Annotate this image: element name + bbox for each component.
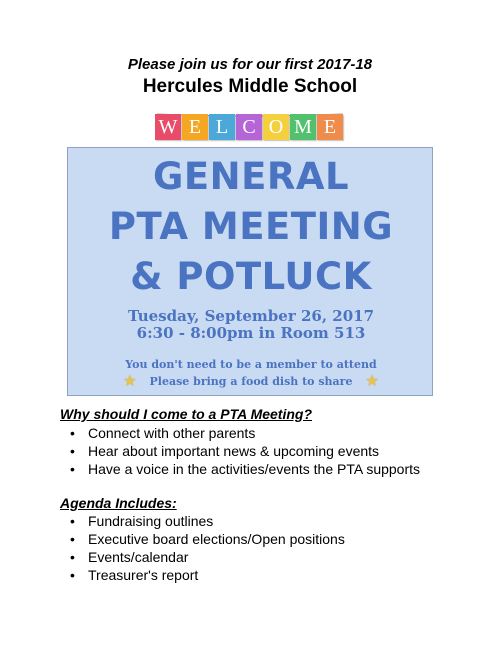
welcome-letter: W (158, 115, 178, 138)
welcome-flag-o (263, 114, 289, 140)
list-item: • Hear about important news & upcoming events (70, 442, 420, 460)
meeting-title-line2: PTA MEETING (108, 205, 394, 248)
member-note: You don't need to be a member to attend (125, 358, 377, 371)
welcome-flag-w (155, 114, 181, 140)
meeting-time: 6:30 - 8:00pm in Room 513 (136, 324, 366, 342)
intro-text: Please join us for our first 2017-18 (127, 56, 373, 73)
list-item: • Connect with other parents (70, 424, 420, 442)
list-item: • Events/calendar (70, 548, 345, 566)
welcome-letter: L (215, 115, 229, 138)
list-item: • Executive board elections/Open positions (70, 530, 345, 548)
meeting-info-box (67, 147, 433, 396)
food-note-text: Please bring a food dish to share (149, 375, 353, 388)
welcome-flag-m (290, 114, 316, 140)
food-note-line (68, 375, 434, 389)
why-list (70, 424, 420, 478)
welcome-letter: C (242, 115, 256, 138)
welcome-letter: E (323, 115, 337, 138)
meeting-title-line1: GENERAL (152, 155, 350, 198)
welcome-flag-e2 (317, 114, 343, 140)
meeting-title-line3: & POTLUCK (130, 255, 372, 298)
star-icon: ★ (366, 374, 378, 389)
welcome-letter: M (294, 115, 312, 138)
welcome-letter: O (268, 115, 284, 138)
welcome-letter: E (188, 115, 202, 138)
welcome-flag-c (236, 114, 262, 140)
welcome-banner (155, 110, 345, 142)
why-heading: Why should I come to a PTA Meeting? (60, 406, 313, 422)
star-icon: ★ (124, 374, 136, 389)
agenda-list (70, 512, 345, 584)
school-name: Hercules Middle School (142, 76, 358, 97)
welcome-flag-e1 (182, 114, 208, 140)
list-item: • Treasurer's report (70, 566, 345, 584)
list-item: • Have a voice in the activities/events the PTA supports (70, 460, 420, 478)
welcome-flag-l (209, 114, 235, 140)
meeting-date: Tuesday, September 26, 2017 (127, 307, 375, 325)
list-item: • Fundraising outlines (70, 512, 345, 530)
agenda-heading: Agenda Includes: (60, 495, 177, 511)
